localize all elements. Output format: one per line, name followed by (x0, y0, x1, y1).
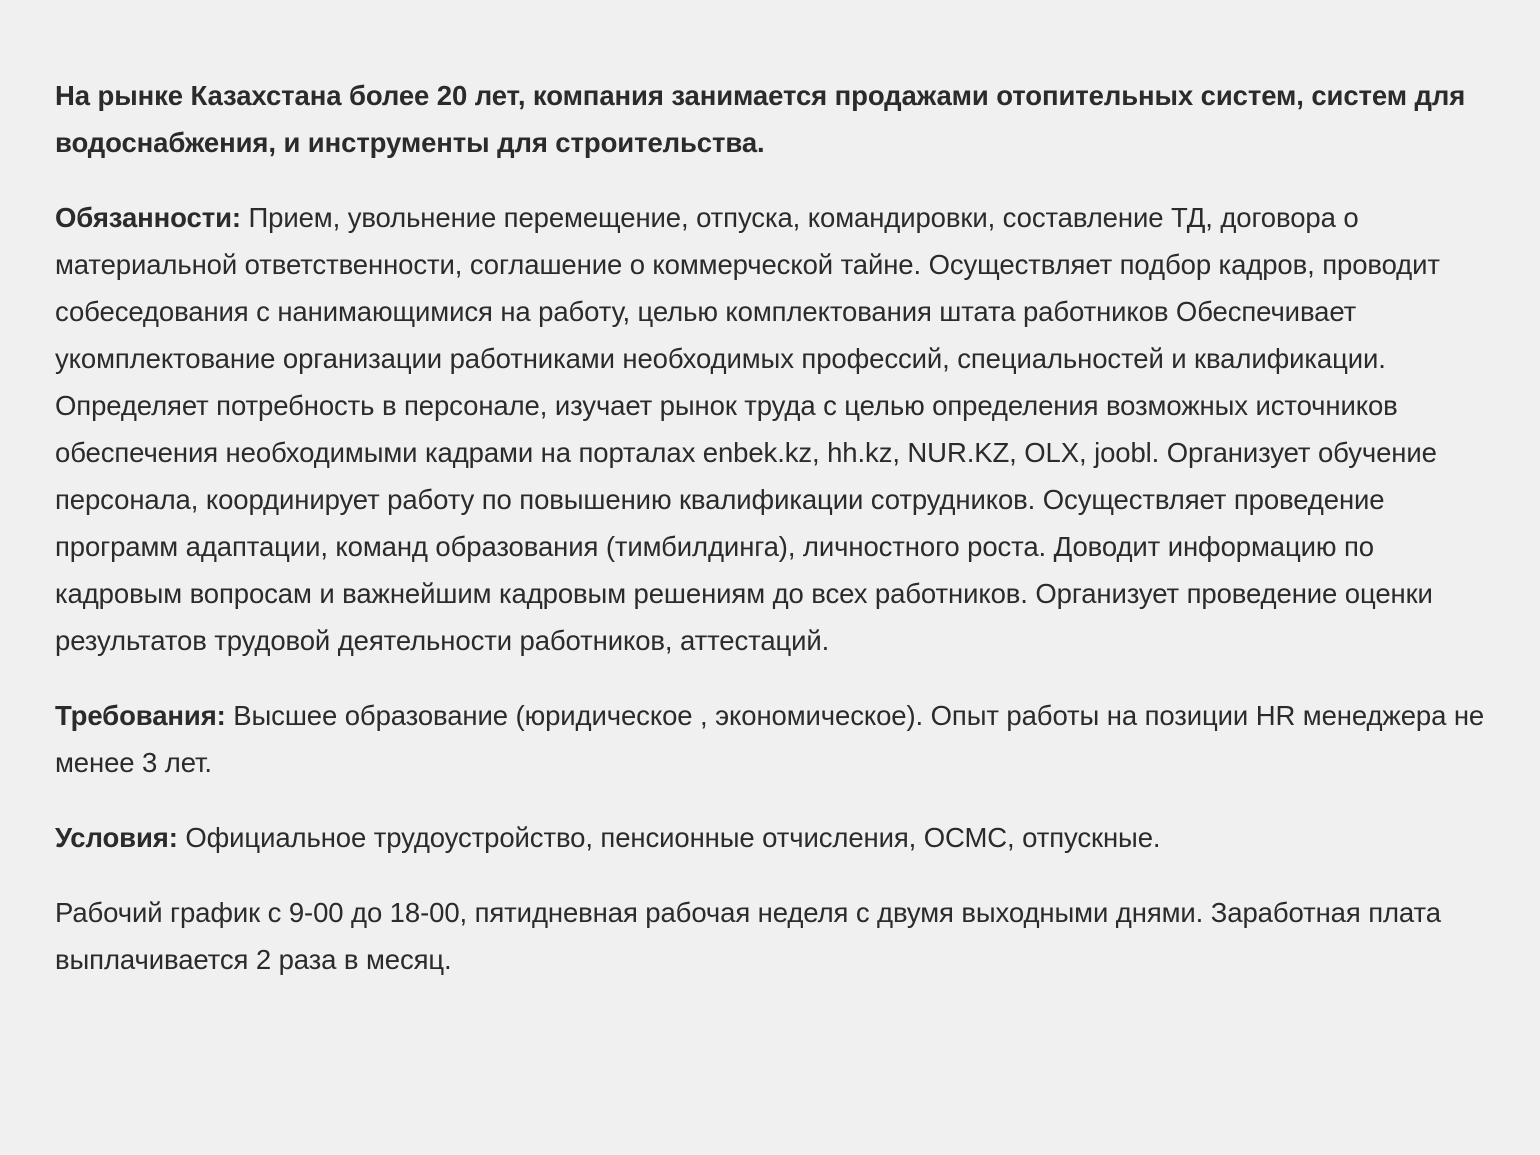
conditions-text: Официальное трудоустройство, пенсионные отчисления, ОСМС, отпускные. (177, 822, 1161, 853)
vacancy-description (55, 72, 1495, 1011)
schedule-paragraph: Рабочий график с 9-00 до 18-00, пятидневная рабочая неделя с двумя выходными днями. Заработная плата выплачивается 2 раза в месяц. (55, 897, 1441, 975)
requirements-label: Требования: (55, 700, 226, 731)
duties-paragraph (55, 194, 1495, 664)
company-intro: На рынке Казахстана более 20 лет, компания занимается продажами отопительных систем, систем для водоснабжения, и инструменты для строительства. (55, 80, 1466, 158)
conditions-label: Условия: (55, 822, 178, 853)
requirements-paragraph (55, 692, 1495, 786)
duties-text: Прием, увольнение перемещение, отпуска, командировки, составление ТД, договора о материальной ответственности, соглашение о коммерческой тайне. Осуществляет подбор кадров, проводит собеседования с нанимающимися на работу, целью комплектования штата работников Обеспечивает укомплектование организации работниками необходимых профессий, специальностей и квалификации. Определяет потребность в персонале, изучает рынок труда с целью определения возможных источников обеспечения необходимыми кадрами на порталах enbek.kz, hh.kz, NUR.KZ, OLX, joobl. Организует обучение персонала, координирует работу по повышению квалификации сотрудников. Осуществляет проведение программ адаптации, команд образования (тимбилдинга), личностного роста. Доводит информацию по кадровым вопросам и важнейшим кадровым решениям до всех работников. Организует проведение оценки результатов трудовой деятельности работников, аттестаций. (55, 202, 1440, 656)
conditions-paragraph (55, 814, 1495, 861)
requirements-text: Высшее образование (юридическое , экономическое). Опыт работы на позиции HR менеджера не менее 3 лет. (55, 700, 1485, 778)
duties-label: Обязанности: (55, 202, 241, 233)
